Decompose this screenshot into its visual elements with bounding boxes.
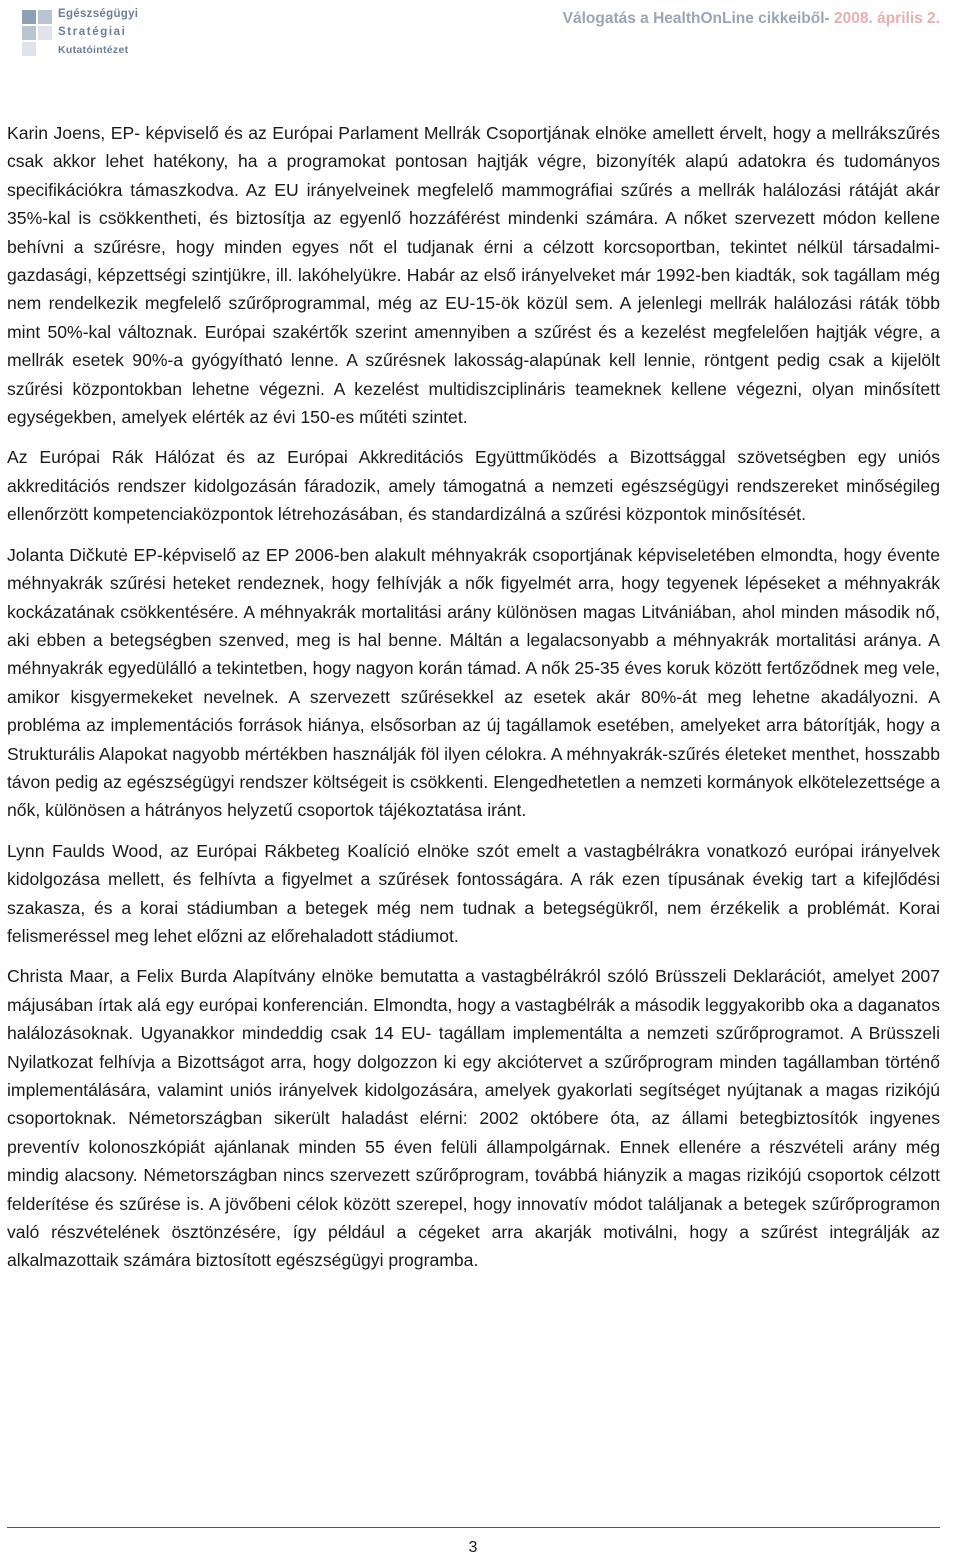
- header-title: Válogatás a HealthOnLine cikkeiből-: [562, 10, 830, 27]
- paragraph-jolanta-dickute: Jolanta Dičkutė EP-képviselő az EP 2006-ben alakult méhnyakrák csoportjának képviseletében elmondta, hogy évente méhnyakrák szűrési heteket rendeznek, hogy felhívják a nők figyelmét arra, hogy tegyenek lépéseket a méhnyakrák kockázatának csökkentésére. A méhnyakrák mortalitási arány különösen magas Litvániában, ahol minden második nő, aki ebben a betegségben szenved, meg is hal benne. Máltán a legalacsonyabb a méhnyakrák mortalitási aránya. A méhnyakrák egyedülálló a tekintetben, hogy nagyon korán támad. A nők 25-35 éves koruk között fertőződnek meg vele, amikor kisgyermekeket nevelnek. A szervezett szűrésekkel az esetek akár 80%-át meg lehetne akadályozni. A probléma az implementációs források hiánya, elsősorban az új tagállamok esetében, amelyeket arra bátorítják, hogy a Strukturális Alapokat nagyobb mértékben használják föl ilyen célokra. A méhnyakrák-szűrés életeket menthet, hosszabb távon pedig az egészségügyi rendszer költségeit is csökkenti. Elengedhetetlen a nemzeti kormányok elkötelezettsége a nők, különösen a hátrányos helyzetű csoportok tájékoztatása iránt.: [7, 544, 940, 821]
- logo-mark-icon: [18, 6, 58, 62]
- paragraph-christa-maar: Christa Maar, a Felix Burda Alapítvány elnöke bemutatta a vastagbélrákról szóló Brüsszeli Deklarációt, amelyet 2007 májusában írtak alá egy európai konferencián. Elmondta, hogy a vastagbélrák a második leggyakoribb oka a daganatos halálozásoknak. Ugyanakkor mindeddig csak 14 EU- tagállam implementálta a nemzeti szűrőprogramot. A Brüsszeli Nyilatkozat felhívja a Bizottságot arra, hogy dolgozzon ki egy akciótervet a szűrőprogram minden tagállamban történő implementálására, valamint uniós irányelvek kidolgozására, amelyek gyakorlati segítséget nyújtanak a magas rizikójú csoportoknak. Németországban sikerült haladást elérni: 2002 októbere óta, az állami betegbiztosítók ingyenes preventív kolonoszkópiát ajánlanak minden 55 éven felüli állampolgárnak. Ennek ellenére a részvételi arány még mindig alacsony. Németországban nincs szervezett szűrőprogram, továbbá hiányzik a magas rizikójú csoportok célzott felderítése és szűrése is. A jövőbeni célok között szerepel, hogy innovatív módot találjanak a betegek szűrőprogramon való részvételének ösztönzésére, így például a cégeket arra akarják motiválni, hogy a szűrést integrálják az alkalmazottaik számára biztosított egészségügyi programba.: [7, 966, 940, 1271]
- footer-divider: [7, 1527, 940, 1528]
- article-body: [7, 119, 940, 1287]
- paragraph-accreditation: Az Európai Rák Hálózat és az Európai Akkreditációs Együttműködés a Bizottsággal szövetségben egy uniós akkreditációs rendszer kidolgozásán fáradozik, amely támogatná a nemzeti egészségügyi rendszereket minőségileg ellenőrzött kompetenciaközpontok létrehozásában, és standardizálná a szűrési központok minősítését.: [7, 447, 940, 525]
- logo-line-3: Kutatóintézet: [58, 44, 129, 56]
- page-header: [0, 0, 960, 70]
- header-date: 2008. április 2.: [834, 10, 940, 27]
- paragraph-lynn-faulds-wood: Lynn Faulds Wood, az Európai Rákbeteg Koalíció elnöke szót emelt a vastagbélrákra vonatkozó európai irányelvek kidolgozása mellett, és felhívta a figyelmet a szűrések fontosságára. A rák ezen típusának évekig tart a kifejlődési szakasza, és a korai stádiumban a betegek még nem tudnak a betegségükről, nem érzékelik a problémát. Korai felismeréssel meg lehet előzni az előrehaladott stádiumot.: [7, 840, 940, 946]
- page-number: 3: [468, 1539, 478, 1556]
- logo-line-1: Egészségügyi: [58, 8, 139, 20]
- header-caption: [563, 10, 940, 28]
- logo-line-2: Stratégiai: [58, 26, 127, 38]
- institute-logo: [18, 6, 148, 62]
- paragraph-karin-joens: Karin Joens, EP- képviselő és az Európai Parlament Mellrák Csoportjának elnöke amellett érvelt, hogy a mellrákszűrés csak akkor lehet hatékony, ha a programokat pontosan hajtják végre, bizonyíték alapú adatokra és tudományos specifikációkra támaszkodva. Az EU irányelveinek megfelelő mammográfiai szűrés a mellrák halálozási rátáját akár 35%-kal is csökkentheti, és biztosítja az egyenlő hozzáférést mindenki számára. A nőket szervezett módon kellene behívni a szűrésre, hogy minden egyes nőt el tudjanak érni a célzott korcsoportban, tekintet nélkül társadalmi-gazdasági, képzettségi szintjükre, ill. lakóhelyükre. Habár az első irányelveket már 1992-ben kiadták, sok tagállam még nem rendelkezik megfelelő szűrőprogrammal, még az EU-15-ök közül sem. A jelenlegi mellrák halálozási ráták több mint 50%-kal változnak. Európai szakértők szerint amennyiben a szűrést és a kezelést megfelelően hajtják végre, a mellrák esetek 90%-a gyógyítható lenne. A szűrésnek lakosság-alapúnak kell lennie, röntgent pedig csak a kijelölt szűrési központokban lehetne végezni. A kezelést multidiszciplináris teameknek kellene végezni, olyan minősített egységekben, amelyek elérték az évi 150-es műtéti szintet.: [7, 123, 940, 428]
